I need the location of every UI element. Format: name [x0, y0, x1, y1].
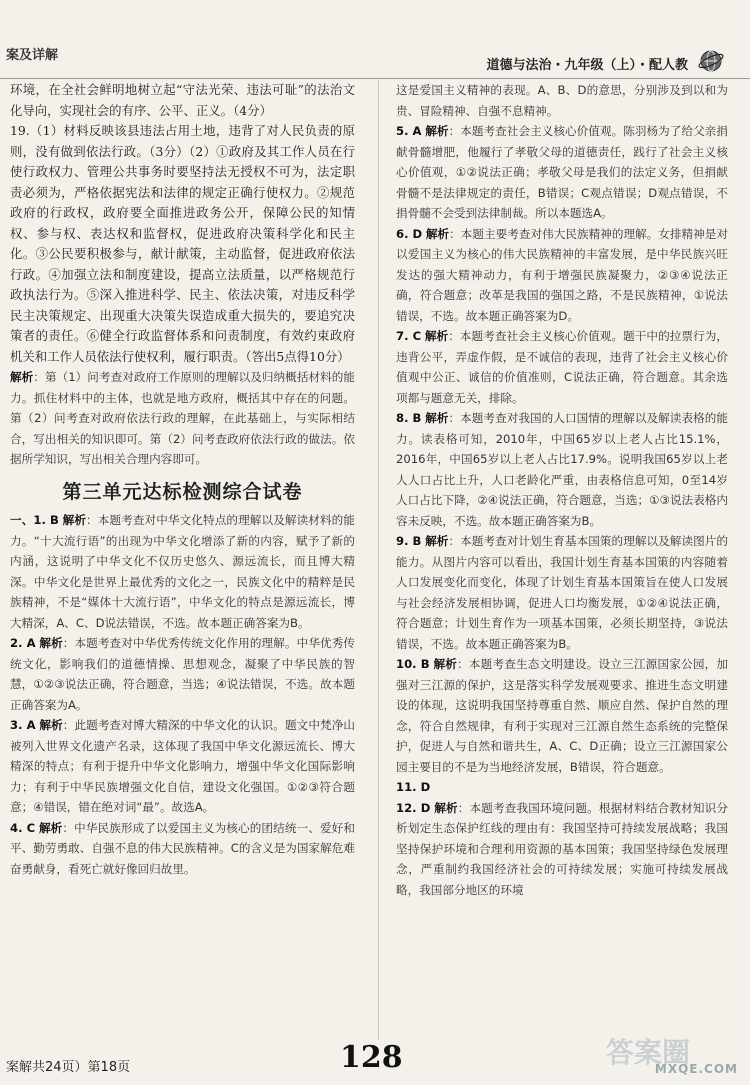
left-column: [10, 80, 355, 879]
explanation-text: ：本题考查对计划生育基本国策的理解以及解读图片的能力。从图片内容可以看出，我国计划生育基本国策的内容随着人口发展变化而变化，体现了计划生育基本国策旨在使人口发展与社会经济发展相协调，促进人口均衡发展，①②④说法正确，符合题意；计划生育作为一项基本国策，必须长期坚持，③说法错误，不选。故本题正确答案为B。: [396, 534, 728, 651]
watermark-url: MXQE.COM: [654, 1062, 738, 1076]
explanation-label: 解析: [39, 636, 63, 650]
explanation-label: 解析: [434, 800, 458, 815]
explanation-label: 解析: [39, 718, 63, 732]
answer-19: 19.（1）材料反映该县违法占用土地，违背了对人民负责的原则，没有做到依法行政。（3分）（2）①政府及其工作人员在行使行政权力、管理公共事务时要坚持法无授权不可为，法定职责必须为，严格依据宪法和法律的规定正确行使权力。②规范政府的行政权，政府要全面推进政务公开，保障公民的知情权、参与权、表达权和监督权，促进政府决策科学化和民主化。③公民要积极参与，献计献策，主动监督，促进政府依法行政。④加强立法和制度建设，提高立法质量，以严格规范行政执法行为。⑤深入推进科学、民主、依法决策，对违反科学民主决策规定、出现重大决策失误造成重大损失的，要追究决策者的责任。⑥健全行政监督体系和问责制度，有效约束政府机关和工作人员依法行使权利，履行职责。（答出5点得10分）: [10, 123, 355, 364]
answer-11: [396, 777, 728, 798]
svg-text:答案圈: 答案圈: [606, 1036, 691, 1069]
answer-head: 6. D: [396, 226, 423, 241]
explanation-text: ：本题考查社会主义核心价值观。题干中的拉票行为，违背公平，弄虚作假，是不诚信的表现，违背了社会主义核心价值观中公正、诚信的价值准则，C说法正确，符合题意。其余选项都与题意无关，排除。: [396, 329, 728, 405]
explanation-label: 解析: [425, 534, 449, 548]
answer-8: [396, 408, 728, 531]
answer-6: [396, 224, 728, 327]
explanation-text: ：本题考查我国环境问题。根据材料结合教材知识分析划定生态保护红线的理由有：我国坚持可持续发展战略；我国坚持保护环境和合理利用资源的基本国策；我国坚持绿色发展理念，严重制约我国经济社会的可持续发展；实施可持续发展战略，我国部分地区的环境: [396, 800, 728, 897]
answer-1: [10, 510, 355, 633]
explanation-label: 解析: [425, 411, 449, 425]
explanation-label: 解析: [425, 124, 449, 138]
explanation-text: ：本题考查社会主义核心价值观。陈羽杨为了给父亲捐献骨髓增肥，他履行了孝敬父母的道德责任，践行了社会主义核心价值观，①②说法正确；孝敬父母是我们的法定义务，但捐献骨髓不是法律规定的责任，B错误；C观点错误；D观点错误，不捐骨髓不会受到法律制裁。所以本题选A。: [396, 124, 728, 220]
explanation-text: ：本题考查生态文明建设。设立三江源国家公园，加强对三江源的保护，这是落实科学发展观要求、推进生态文明建设的体现，这说明我国坚持尊重自然、顺应自然、保护自然的理念，符合自然规律，有利于实现对三江源自然生态系统的完整保护，促进人与自然和谐共生，A、C、D正确；设立三江源国家公园主要目的不是为当地经济发展，B错误，符合题意。: [396, 657, 728, 774]
header-book-title: 道德与法治・九年级（上）・配人教: [486, 58, 688, 73]
page-header: [0, 0, 750, 79]
answer-head: 2. A: [10, 636, 36, 650]
answer-head: 7. C: [396, 329, 422, 343]
answer-head: 9. B: [396, 534, 422, 548]
answer-5: [396, 121, 728, 224]
answer-10: [396, 654, 728, 777]
explanation-text: ：本题主要考查对伟大民族精神的理解。女排精神是对以爱国主义为核心的伟大民族精神的丰富发展，是中华民族兴旺发达的强大精神动力，有利于增强民族凝聚力，②③④说法正确，符合题意；改革是我国的强国之路，不是民族精神，①说法错误，不选。故本题正确答案为D。: [396, 226, 728, 323]
explanation-label: 解析: [433, 657, 458, 671]
answer-head: 4. C: [10, 820, 36, 835]
answer-12: [396, 798, 728, 901]
footer-page-info: 案解共24页）第18页: [6, 1060, 131, 1075]
answer-3: [10, 715, 355, 818]
explanation-label: 解析: [62, 513, 87, 527]
answer-head: 5. A: [396, 124, 422, 138]
answer-head: 10. B: [396, 657, 430, 671]
answer-head: 11. D: [396, 780, 431, 794]
section-title: 第三单元达标检测综合试卷: [62, 480, 303, 503]
answer-head: 一、1. B: [10, 513, 59, 527]
explanation-text: ：中华民族形成了以爱国主义为核心的团结统一、爱好和平、勤劳勇敢、自强不息的伟大民族精神。C的含义是为国家解危难奋勇献身，看死亡就好像回归故里。: [10, 820, 355, 876]
answer-continuation: 这是爱国主义精神的表现。A、B、D的意思，分别涉及到以和为贵、冒险精神、自强不息精神。: [396, 83, 728, 118]
right-column: [396, 80, 728, 900]
column-divider: [378, 80, 379, 1040]
explanation-text: ：本题考查对中华优秀传统文化作用的理解。中华优秀传统文化，影响我们的道德情操、思想观念，凝聚了中华民族的智慧，①②③说法正确，符合题意，当选；④说法错误，不选。故本题正确答案为A。: [10, 636, 355, 712]
explanation-text: ：本题考查对中华文化特点的理解以及解读材料的能力。“十大流行语”的出现为中华文化增添了新的内容，赋予了新的内涵，这说明了中华文化不仅历史悠久、源远流长，而且博大精深。中华文化是世界上最优秀的文化之一，民族文化中的精粹是民族精神，不是“媒体十大流行语”，中华文化的特点是源远流长，博大精深，A、C、D说法错误，不选。故本题正确答案为B。: [10, 513, 355, 630]
answer-paragraph: 环境，在全社会鲜明地树立起“守法光荣、违法可耻”的法治文化导向，实现社会的有序、公平、正义。（4分）: [10, 82, 355, 118]
explanation-label: 解析: [424, 329, 449, 343]
explanation-text: ：第（1）问考查对政府工作原则的理解以及归纳概括材料的能力。抓住材料中的主体，也就是地方政府，概括其中存在的问题。第（2）问考查对政府依法行政的理解，在此基础上，与实际相结合，写出相关的知识即可。第（2）问考查政府依法行政的做法。依据所学知识，写出相关合理内容即可。: [10, 370, 355, 466]
header-left-title: 案及详解: [6, 48, 59, 63]
explanation-19: [10, 367, 355, 470]
globe-icon: [698, 48, 724, 74]
page-number: 128: [340, 1040, 403, 1075]
explanation-text: ：此题考查对博大精深的中华文化的认识。题文中梵净山被列入世界文化遗产名录，这体现了我国中华文化源远流长、博大精深的特点；有利于提升中华文化影响力，增强中华文化国际影响力；有利于中华民族增强文化自信，建设文化强国。①②③符合题意；④错误，错在绝对词“最”。故选A。: [10, 718, 355, 814]
answer-4: [10, 818, 355, 880]
answer-head: 3. A: [10, 718, 36, 732]
answer-9: [396, 531, 728, 654]
answer-head: 8. B: [396, 411, 422, 425]
explanation-text: ：本题考查对我国的人口国情的理解以及解读表格的能力。读表格可知，2010年，中国65岁以上老人占比15.1%，2016年，中国65岁以上老人占比17.9%。说明我国65岁以上老人人口占比上升，人口老龄化严重，由表格信息可知，0至14岁人口占比下降，②④说法正确，符合题意，当选；①③说法表格内容未反映，不选。故本题正确答案为B。: [396, 411, 728, 528]
answer-2: [10, 633, 355, 715]
explanation-label: 解析: [10, 370, 34, 384]
answer-7: [396, 326, 728, 408]
answer-head: 12. D: [396, 800, 431, 815]
explanation-label: 解析: [38, 820, 63, 835]
explanation-label: 解析: [425, 226, 450, 241]
